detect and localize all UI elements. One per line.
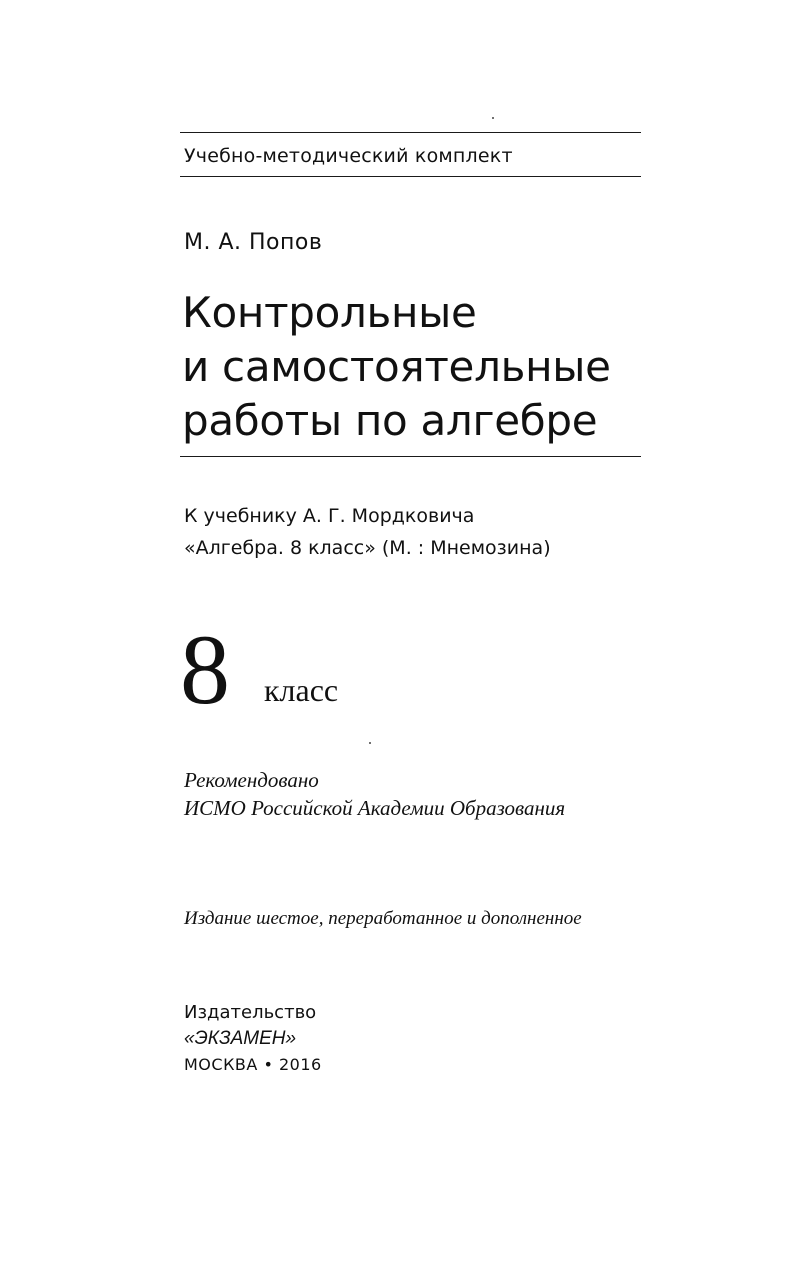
textbook-line: К учебнику А. Г. Мордковича <box>184 505 475 527</box>
textbook-line: «Алгебра. 8 класс» (М. : Мнемозина) <box>184 537 551 559</box>
top-rule <box>180 132 641 133</box>
series-rule <box>180 176 641 177</box>
title-rule <box>180 456 641 457</box>
grade-word: класс <box>264 672 339 708</box>
publisher-city-year: МОСКВА • 2016 <box>184 1055 322 1074</box>
title-line: Контрольные <box>182 288 477 337</box>
author-name: М. А. Попов <box>184 230 323 255</box>
recommendation-line: Рекомендовано <box>184 768 319 792</box>
recommendation-line: ИСМО Российской Академии Образования <box>184 796 566 820</box>
recommendation <box>184 766 565 822</box>
title-line: и самостоятельные <box>182 342 611 391</box>
publisher-label: Издательство <box>184 1002 317 1023</box>
textbook-reference <box>184 500 551 564</box>
edition-note: Издание шестое, переработанное и дополненное <box>184 908 582 929</box>
print-speck <box>492 117 494 119</box>
print-speck <box>369 742 371 744</box>
publisher-block <box>184 1000 322 1078</box>
series-label: Учебно-методический комплект <box>184 145 513 167</box>
grade-number: 8 <box>180 614 230 725</box>
title-line: работы по алгебре <box>182 396 598 445</box>
publisher-name: «ЭКЗАМЕН» <box>184 1028 297 1049</box>
book-title <box>182 286 611 448</box>
